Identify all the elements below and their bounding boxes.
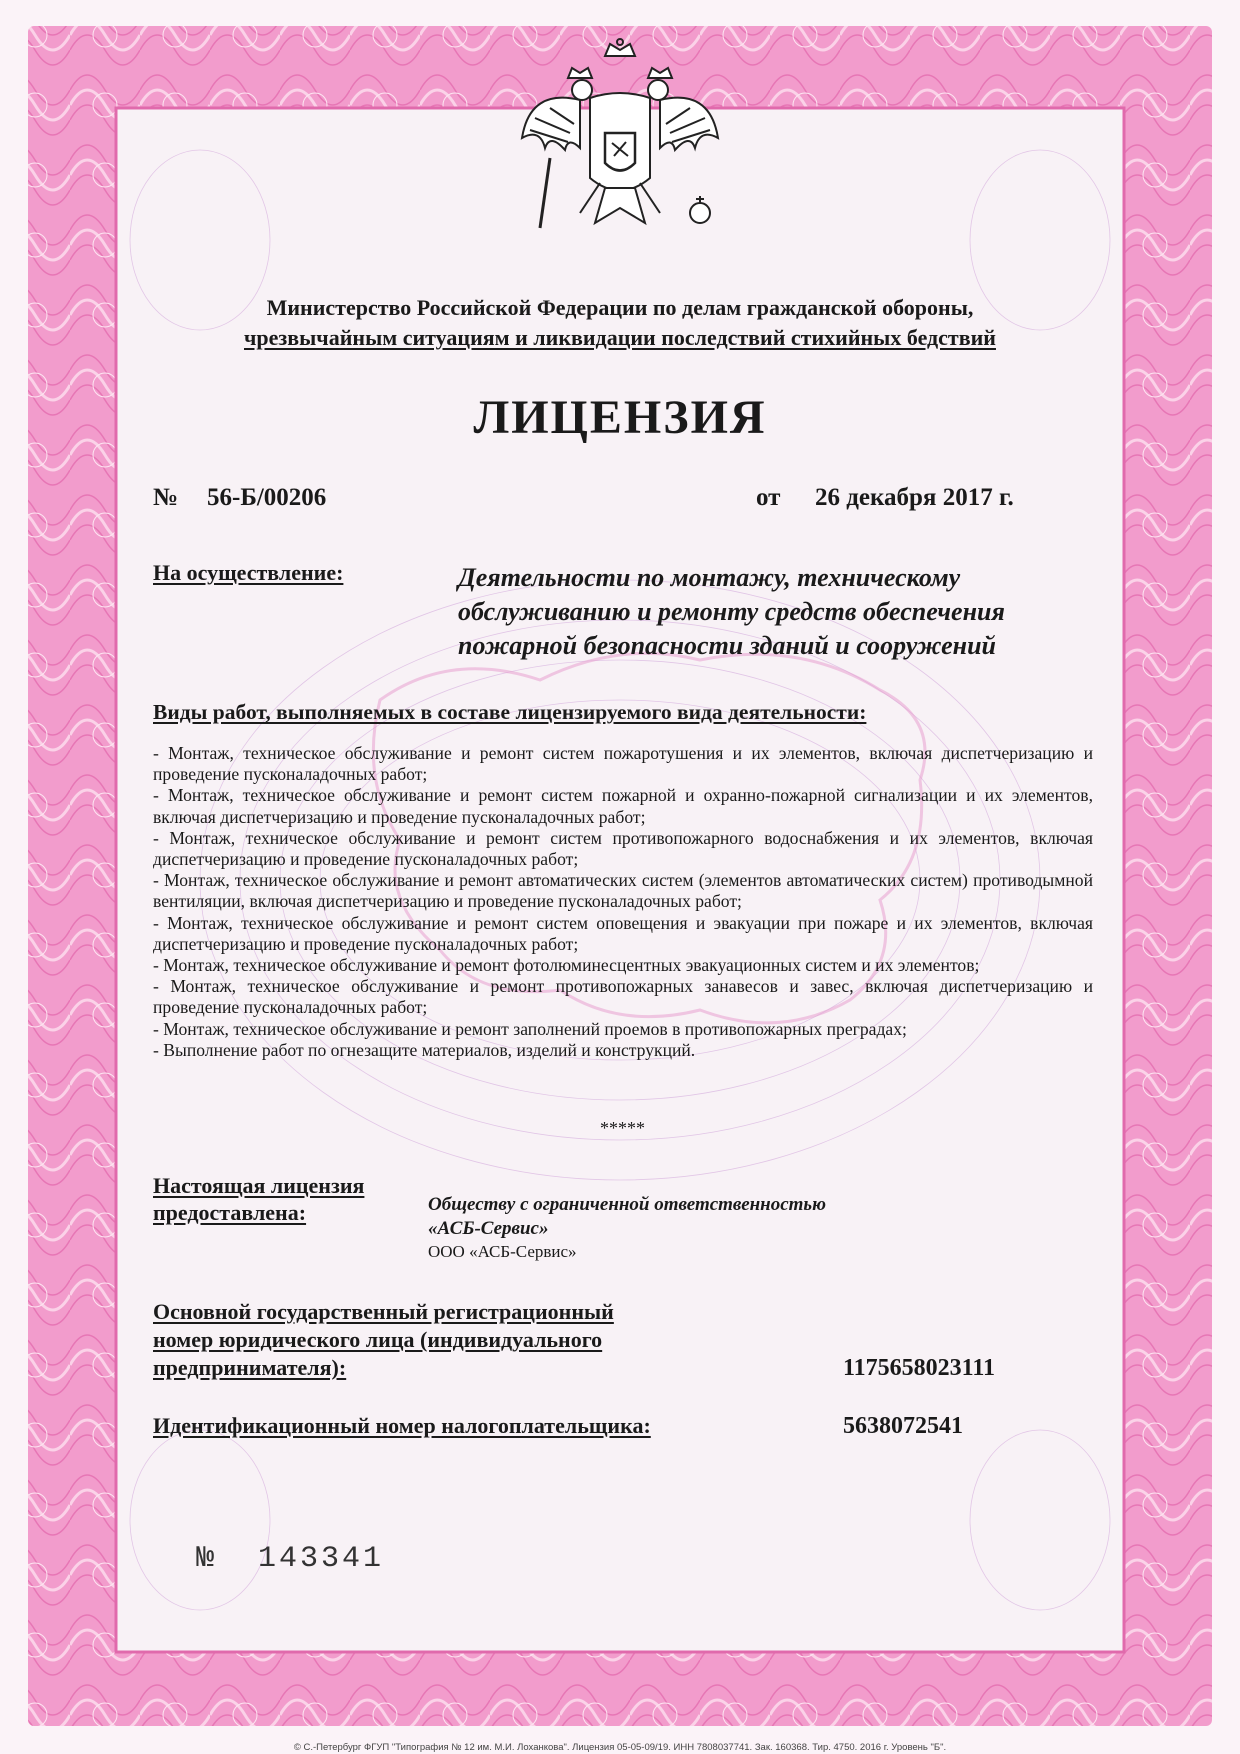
ogrn-label-line3: предпринимателя): bbox=[153, 1355, 347, 1380]
works-item: - Монтаж, техническое обслуживание и ремонт противопожарных занавесов и завес, включая диспетчеризацию и проведение пусконаладочных работ; bbox=[153, 976, 1093, 1018]
org-full-name-line1: Обществу с ограниченной ответственностью bbox=[428, 1194, 826, 1215]
works-heading: Виды работ, выполняемых в составе лицензируемого вида деятельности: bbox=[153, 700, 867, 724]
works-item: - Монтаж, техническое обслуживание и ремонт автоматических систем (элементов автоматических систем) противодымной вентиляции, включая диспетчеризацию и проведение пусконаладочных работ; bbox=[153, 870, 1093, 912]
org-full-name-line2: «АСБ-Сервис» bbox=[428, 1218, 549, 1239]
activity-line-1: Деятельности по монтажу, техническому bbox=[458, 563, 961, 592]
works-item: - Монтаж, техническое обслуживание и ремонт систем противопожарного водоснабжения и их элементов, включая диспетчеризацию и проведение пусконаладочных работ; bbox=[153, 827, 1093, 870]
inn-value: 5638072541 bbox=[843, 1413, 963, 1439]
coat-of-arms-emblem bbox=[510, 38, 730, 253]
separator-stars: ***** bbox=[600, 1118, 645, 1138]
works-item: - Монтаж, техническое обслуживание и ремонт систем пожарной и охранно-пожарной сигнализации и их элементов, включая диспетчеризацию и проведение пусконаладочных работ; bbox=[153, 785, 1093, 827]
granted-label-line1: Настоящая лицензия bbox=[153, 1173, 365, 1198]
works-item: - Монтаж, техническое обслуживание и ремонт систем оповещения и эвакуации при пожаре и их элементов, включая диспетчеризацию и проведение пусконаладочных работ; bbox=[153, 912, 1093, 954]
granted-label-line2: предоставлена: bbox=[153, 1200, 307, 1225]
ogrn-label-line1: Основной государственный регистрационный bbox=[153, 1299, 614, 1324]
printer-footer: © С.-Петербург ФГУП "Типография № 12 им. М.И. Лоханкова". Лицензия 05-05-09/19. ИНН 7808037741. Зак. 160368. Тир. 4750. 2016 г. Уровень "Б". bbox=[293, 1742, 947, 1753]
document-title: ЛИЦЕНЗИЯ bbox=[473, 391, 767, 444]
ministry-name-line2: чрезвычайным ситуациям и ликвидации последствий стихийных бедствий bbox=[244, 325, 996, 350]
works-list bbox=[153, 743, 1093, 1061]
works-item: - Монтаж, техническое обслуживание и ремонт фотолюминесцентных эвакуационных систем и их элементов; bbox=[153, 955, 980, 976]
ogrn-label-line2: номер юридического лица (индивидуального bbox=[153, 1327, 603, 1352]
org-short-name: ООО «АСБ-Сервис» bbox=[428, 1242, 577, 1261]
activity-line-2: обслуживанию и ремонту средств обеспечения bbox=[458, 597, 1005, 626]
works-item: - Выполнение работ по огнезащите материалов, изделий и конструкций. bbox=[153, 1039, 696, 1060]
serial-number: 143341 bbox=[258, 1542, 385, 1576]
license-number: 56-Б/00206 bbox=[207, 484, 327, 511]
works-item: - Монтаж, техническое обслуживание и ремонт систем пожаротушения и их элементов, включая диспетчеризацию и проведение пусконаладочных работ; bbox=[153, 743, 1093, 785]
works-item: - Монтаж, техническое обслуживание и ремонт заполнений проемов в противопожарных преградах; bbox=[153, 1018, 907, 1039]
inn-label: Идентификационный номер налогоплательщика: bbox=[153, 1413, 651, 1438]
activity-label: На осуществление: bbox=[153, 560, 344, 585]
serial-label: № bbox=[196, 1542, 215, 1576]
ministry-name-line1: Министерство Российской Федерации по делам гражданской обороны, bbox=[266, 295, 974, 320]
ogrn-value: 1175658023111 bbox=[843, 1355, 996, 1381]
activity-line-3: пожарной безопасности зданий и сооружений bbox=[458, 631, 997, 660]
license-number-label: № bbox=[153, 484, 179, 511]
license-date: 26 декабря 2017 г. bbox=[815, 484, 1014, 511]
license-date-label: от bbox=[756, 484, 781, 511]
